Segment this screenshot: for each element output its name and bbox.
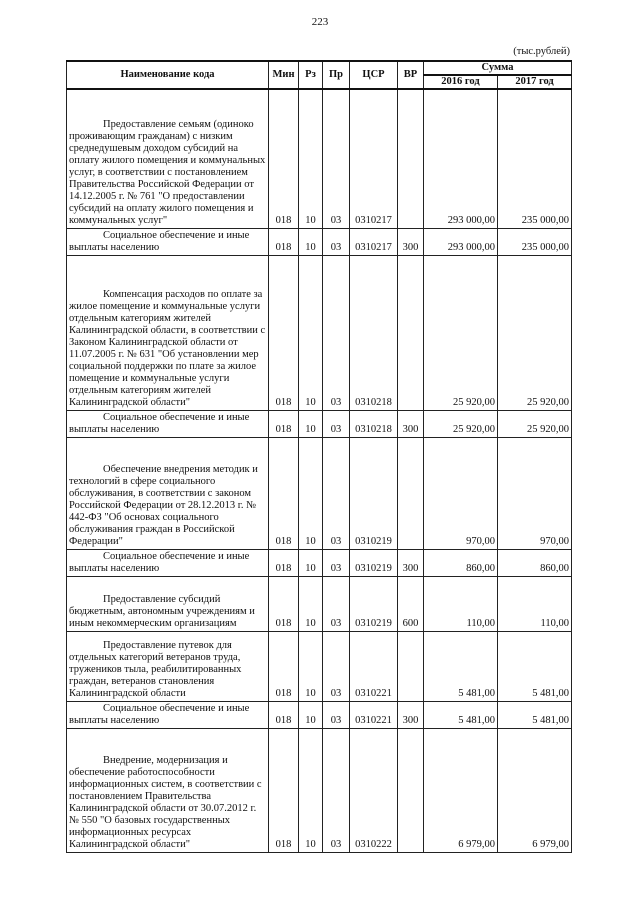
row-vr: 300 [398, 228, 424, 255]
row-min: 018 [269, 576, 299, 631]
row-2016: 5 481,00 [424, 631, 498, 701]
row-2017: 6 979,00 [498, 728, 572, 852]
row-rz: 10 [299, 410, 323, 437]
row-name: Социальное обеспечение и иные выплаты населению [67, 549, 269, 576]
row-2016: 25 920,00 [424, 410, 498, 437]
table-row [67, 89, 572, 228]
row-2016: 860,00 [424, 549, 498, 576]
row-2017: 970,00 [498, 437, 572, 549]
row-2017: 235 000,00 [498, 89, 572, 228]
row-csr: 0310219 [350, 576, 398, 631]
col-header-sum: Сумма [424, 61, 572, 75]
row-rz: 10 [299, 89, 323, 228]
row-2017: 860,00 [498, 549, 572, 576]
table-row [67, 728, 572, 852]
row-name: Социальное обеспечение и иные выплаты населению [67, 701, 269, 728]
row-2016: 5 481,00 [424, 701, 498, 728]
row-name: Компенсация расходов по оплате за жилое помещение и коммунальные услуги отдельным категориям жителей Калининградской области, в соответствии с Законом Калининградской области от 11.07.2005 г. № 631 "Об установлении мер социальной поддержки по плате за жилое помещение и коммунальные услуги отдельным категориям жителей Калининградской области" [67, 255, 269, 410]
row-rz: 10 [299, 437, 323, 549]
row-pr: 03 [323, 255, 350, 410]
row-2017: 110,00 [498, 576, 572, 631]
row-pr: 03 [323, 410, 350, 437]
row-pr: 03 [323, 549, 350, 576]
row-name: Внедрение, модернизация и обеспечение работоспособности информационных систем, в соответствии с постановлением Правительства Калининградской области от 30.07.2012 г. № 550 "О базовых государственных информационных ресурсах Калининградской области" [67, 728, 269, 852]
table-row [67, 701, 572, 728]
row-pr: 03 [323, 437, 350, 549]
table-row [67, 228, 572, 255]
row-vr: 300 [398, 549, 424, 576]
col-header-2017: 2017 год [498, 75, 572, 89]
row-2016: 970,00 [424, 437, 498, 549]
row-name: Социальное обеспечение и иные выплаты населению [67, 410, 269, 437]
row-name: Обеспечение внедрения методик и технологий в сфере социального обслуживания, в соответствии с законом Российской Федерации от 28.12.2013 г. № 442-ФЗ "Об основах социального обслуживания граждан в Российской Федерации" [67, 437, 269, 549]
row-pr: 03 [323, 728, 350, 852]
table-row [67, 437, 572, 549]
row-min: 018 [269, 549, 299, 576]
row-csr: 0310219 [350, 549, 398, 576]
row-csr: 0310219 [350, 437, 398, 549]
row-2016: 293 000,00 [424, 89, 498, 228]
row-2017: 5 481,00 [498, 631, 572, 701]
row-vr: 300 [398, 410, 424, 437]
row-pr: 03 [323, 89, 350, 228]
row-rz: 10 [299, 255, 323, 410]
row-min: 018 [269, 89, 299, 228]
row-rz: 10 [299, 728, 323, 852]
row-name: Предоставление путевок для отдельных категорий ветеранов труда, тружеников тыла, реабилитированных граждан, ветеранов становления Калининградской области [67, 631, 269, 701]
table-row [67, 410, 572, 437]
row-vr: 300 [398, 701, 424, 728]
row-min: 018 [269, 701, 299, 728]
table-row [67, 631, 572, 701]
row-csr: 0310217 [350, 228, 398, 255]
col-header-vr: ВР [398, 61, 424, 89]
row-min: 018 [269, 437, 299, 549]
row-vr [398, 631, 424, 701]
row-vr [398, 89, 424, 228]
row-name: Предоставление семьям (одиноко проживающим гражданам) с низким среднедушевым доходом субсидий на оплату жилого помещения и коммунальных услуг, в соответствии с постановлением Правительства Российской Федерации от 14.12.2005 г. № 761 "О предоставлении субсидий на оплату жилого помещения и коммунальных услуг" [67, 89, 269, 228]
row-2016: 6 979,00 [424, 728, 498, 852]
row-vr: 600 [398, 576, 424, 631]
col-header-csr: ЦСР [350, 61, 398, 89]
row-2016: 293 000,00 [424, 228, 498, 255]
row-vr [398, 728, 424, 852]
page-number: 223 [311, 16, 329, 28]
row-2017: 5 481,00 [498, 701, 572, 728]
row-2016: 110,00 [424, 576, 498, 631]
row-rz: 10 [299, 576, 323, 631]
row-pr: 03 [323, 576, 350, 631]
row-rz: 10 [299, 701, 323, 728]
row-min: 018 [269, 228, 299, 255]
row-csr: 0310218 [350, 255, 398, 410]
col-header-rz: Рз [299, 61, 323, 89]
row-vr [398, 255, 424, 410]
row-name: Социальное обеспечение и иные выплаты населению [67, 228, 269, 255]
row-pr: 03 [323, 228, 350, 255]
col-header-pr: Пр [323, 61, 350, 89]
row-pr: 03 [323, 701, 350, 728]
row-csr: 0310222 [350, 728, 398, 852]
budget-table [66, 60, 572, 853]
row-vr [398, 437, 424, 549]
row-name: Предоставление субсидий бюджетным, автономным учреждениям и иным некоммерческим организациям [67, 576, 269, 631]
row-rz: 10 [299, 549, 323, 576]
col-header-min: Мин [269, 61, 299, 89]
table-row [67, 549, 572, 576]
units-label: (тыс.рублей) [513, 46, 570, 57]
row-2017: 25 920,00 [498, 410, 572, 437]
row-min: 018 [269, 410, 299, 437]
row-rz: 10 [299, 631, 323, 701]
row-pr: 03 [323, 631, 350, 701]
row-2017: 25 920,00 [498, 255, 572, 410]
row-2016: 25 920,00 [424, 255, 498, 410]
row-min: 018 [269, 728, 299, 852]
row-csr: 0310218 [350, 410, 398, 437]
row-csr: 0310221 [350, 701, 398, 728]
row-csr: 0310221 [350, 631, 398, 701]
table-row [67, 576, 572, 631]
row-2017: 235 000,00 [498, 228, 572, 255]
row-csr: 0310217 [350, 89, 398, 228]
row-rz: 10 [299, 228, 323, 255]
row-min: 018 [269, 631, 299, 701]
col-header-name: Наименование кода [67, 61, 269, 89]
row-min: 018 [269, 255, 299, 410]
table-row [67, 255, 572, 410]
col-header-2016: 2016 год [424, 75, 498, 89]
